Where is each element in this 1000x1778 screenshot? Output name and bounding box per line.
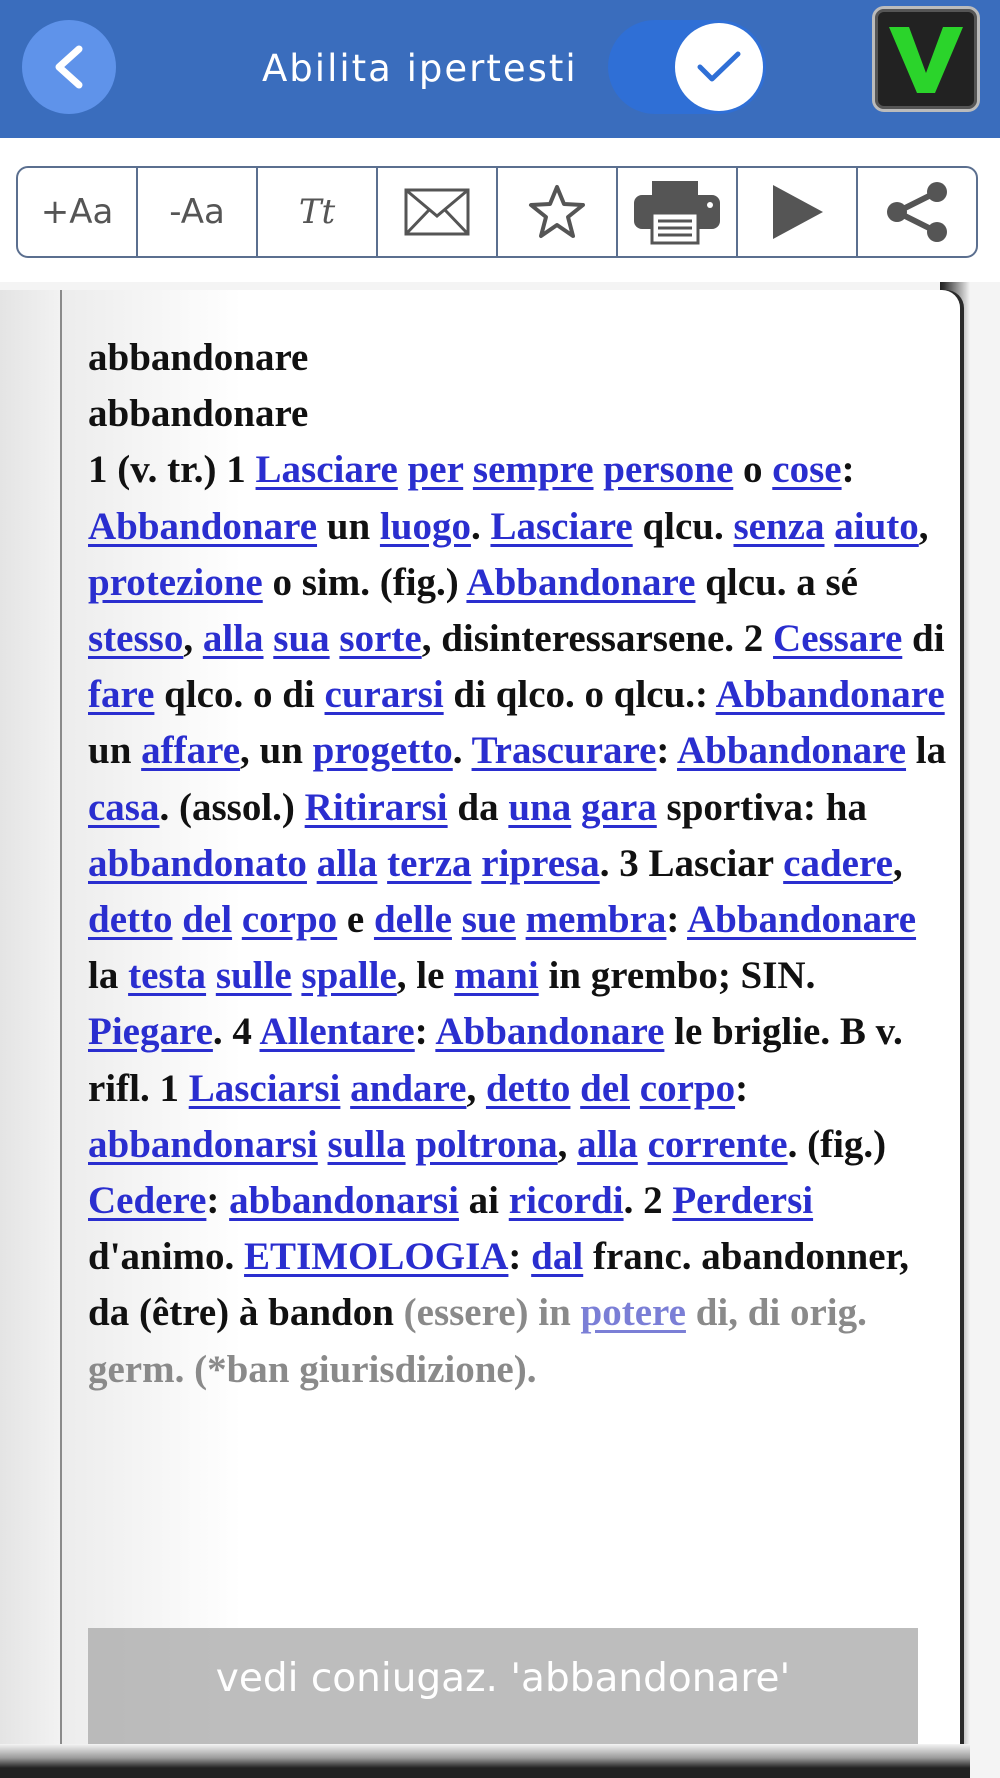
hyperlink-word[interactable]: membra [525, 898, 667, 942]
hyperlink-word[interactable]: Abbandonare [88, 504, 318, 548]
hyperlink-word[interactable]: Abbandonare [466, 560, 696, 604]
share-icon [883, 180, 951, 244]
definition-text: da [447, 785, 509, 829]
hyperlink-word[interactable]: affare [141, 729, 241, 773]
decrease-font-button[interactable]: -Aa [138, 168, 258, 256]
toolbar-area [0, 138, 1000, 282]
definition-text: , [183, 617, 203, 661]
definition-text [630, 1067, 640, 1110]
hyperlink-word[interactable]: Lasciare [490, 504, 633, 548]
hyperlink-word[interactable]: casa [88, 785, 160, 829]
email-button[interactable] [378, 168, 498, 256]
definition-text: (essere) in [403, 1291, 581, 1335]
hyperlink-word[interactable]: del [580, 1066, 631, 1110]
definition-text: . 4 [212, 1010, 260, 1054]
hyperlink-word[interactable]: andare [350, 1066, 467, 1110]
definition-text: e [337, 898, 374, 942]
conjugation-link[interactable] [88, 1628, 918, 1744]
definition-text: . (fig.) [787, 1122, 887, 1166]
hyperlink-word[interactable]: alla [316, 841, 378, 885]
definition-text [172, 898, 182, 941]
hyperlink-word[interactable]: delle [373, 898, 452, 942]
toggle-knob [675, 23, 763, 111]
definition-text: o sim. (fig.) [262, 560, 467, 604]
definition-text: qlcu. [632, 504, 734, 548]
definition-text [516, 898, 526, 941]
definition-text: o [733, 448, 773, 492]
definition-text: , [466, 1066, 486, 1110]
entry-headword: abbandonare [88, 336, 309, 379]
page-bottom-edge [0, 1744, 970, 1778]
conjugation-link-text: vedi coniugaz. 'abbandonare' [215, 1656, 791, 1701]
definition-text: (*ban giurisdizione). [194, 1347, 537, 1391]
printer-icon [632, 179, 722, 245]
hyperlink-word[interactable]: Ritirarsi [304, 785, 448, 829]
definition-text: le [664, 1010, 713, 1054]
hyperlink-word[interactable]: persone [603, 448, 734, 492]
definition-text: : [735, 1066, 749, 1110]
hyperlink-word[interactable]: per [407, 448, 464, 492]
toolbar [16, 166, 978, 258]
hyperlink-word[interactable]: curarsi [324, 673, 444, 717]
hyperlink-word[interactable]: progetto [312, 729, 453, 773]
dictionary-page[interactable] [62, 290, 960, 1744]
hyperlink-word[interactable]: aiuto [834, 504, 919, 548]
hyperlink-word[interactable]: sulle [215, 954, 292, 998]
hyperlink-word[interactable]: sua [273, 617, 330, 661]
hyperlink-word[interactable]: alla [202, 617, 264, 661]
hyperlink-word[interactable]: sue [461, 898, 516, 942]
hyperlink-word[interactable]: corpo [241, 898, 338, 942]
definition-text [472, 842, 482, 885]
definition-text: , un [240, 729, 313, 773]
definition-text [463, 448, 473, 491]
definition-text: . 3 [599, 841, 649, 885]
definition-text [570, 1067, 580, 1110]
hyperlink-word[interactable]: mani [454, 954, 539, 998]
hyperlink-word[interactable]: Abbandonare [715, 673, 945, 717]
definition-text [307, 842, 317, 885]
app-logo-button[interactable] [872, 6, 980, 112]
print-button[interactable] [618, 168, 738, 256]
share-button[interactable] [858, 168, 976, 256]
definition-text [406, 1123, 416, 1166]
definition-text: , [918, 504, 929, 548]
definition-text: . [159, 785, 179, 829]
hyperlink-word[interactable]: dal [531, 1235, 584, 1279]
definition-text: la [88, 954, 129, 998]
hypertext-toggle-label: Abilita ipertesti [262, 47, 578, 90]
hyperlink-word[interactable]: del [182, 898, 233, 942]
definition-text: : [666, 898, 688, 942]
hyperlink-word[interactable]: Allentare [259, 1010, 415, 1054]
hyperlink-word[interactable]: Perdersi [672, 1179, 814, 1223]
definition-text: un [88, 729, 142, 773]
hyperlink-word[interactable]: Abbandonare [677, 729, 907, 773]
dictionary-entry [88, 330, 948, 1398]
top-bar [0, 0, 1000, 138]
hyperlink-word[interactable]: terza [387, 841, 472, 885]
hyperlink-word[interactable]: corpo [639, 1066, 736, 1110]
hyperlink-word[interactable]: una [508, 785, 572, 829]
hyperlink-word[interactable]: ricordi [508, 1179, 624, 1223]
hyperlink-word[interactable]: Abbandonare [687, 898, 917, 942]
hyperlink-word[interactable]: ETIMOLOGIA [244, 1235, 509, 1279]
hyperlink-word[interactable]: abbandonato [88, 841, 307, 885]
definition-text: sportiva: [656, 785, 826, 829]
hyperlink-word[interactable]: Trascurare [471, 729, 657, 773]
definition-text [292, 954, 302, 997]
hyperlink-word[interactable]: cose [772, 448, 842, 492]
definition-text: di [902, 617, 945, 661]
font-style-button[interactable] [258, 168, 378, 256]
definition-text: ai [458, 1179, 509, 1223]
hyperlink-word[interactable]: fare [88, 673, 155, 717]
hyperlink-word[interactable]: Cessare [773, 617, 903, 661]
definition-text: : [206, 1179, 230, 1223]
definition-text: Lasciar [648, 841, 784, 885]
definition-text: , [557, 1122, 578, 1166]
back-button[interactable] [22, 20, 116, 114]
hyperlink-word[interactable]: corrente [647, 1122, 788, 1166]
hyperlink-word[interactable]: cadere [783, 841, 893, 885]
hyperlink-word[interactable]: abbandonarsi [88, 1122, 318, 1166]
definition-text: : [414, 1010, 436, 1054]
definition-text: , [892, 841, 903, 885]
definition-text: : [508, 1235, 532, 1279]
definition-text: briglie. B v. rifl. 1 [88, 1010, 903, 1110]
definition-text: qlcu. a sé [695, 560, 858, 604]
definition-text [206, 954, 216, 997]
definition-text: 1 (v. tr.) 1 [88, 448, 256, 492]
checkmark-icon [696, 49, 742, 85]
hyperlink-word[interactable]: protezione [88, 560, 263, 604]
definition-text [340, 1067, 350, 1110]
increase-font-button[interactable]: +Aa [18, 168, 138, 256]
hyperlink-word[interactable]: detto [485, 1066, 571, 1110]
hyperlink-word[interactable]: detto [88, 898, 173, 942]
hyperlink-word[interactable]: stesso [88, 617, 184, 661]
definition-text: ha [825, 785, 867, 829]
play-icon [769, 183, 825, 241]
v-logo-icon [883, 19, 969, 99]
definition-text [330, 617, 340, 660]
definition-text: d'animo. [88, 1235, 245, 1279]
definition-text: di qlco. o qlcu.: [443, 673, 716, 717]
hyperlink-word[interactable]: spalle [301, 954, 397, 998]
entry-headword-repeat: abbandonare [88, 392, 309, 436]
chevron-left-icon [49, 43, 89, 91]
previous-page-edge[interactable] [0, 290, 62, 1768]
hyperlink-word[interactable]: Cedere [88, 1179, 207, 1223]
definition-text [638, 1123, 648, 1166]
definition-text: : [841, 448, 855, 492]
definition-text [232, 898, 242, 941]
hyperlink-word[interactable]: poltrona [415, 1122, 558, 1166]
hyperlink-word[interactable]: Lasciarsi [188, 1066, 341, 1110]
hyperlink-word[interactable]: abbandonarsi [229, 1179, 459, 1223]
hyperlink-word[interactable]: alla [577, 1122, 638, 1166]
hyperlink-word[interactable]: potere [580, 1291, 686, 1335]
mail-icon [404, 188, 470, 236]
definition-text: . [452, 729, 472, 773]
definition-text: in grembo; SIN. [538, 954, 816, 998]
definition-text: la [906, 729, 947, 773]
star-icon [528, 184, 586, 240]
book-view [0, 282, 1000, 1778]
hyperlink-word[interactable]: Abbandonare [435, 1010, 665, 1054]
hyperlink-word[interactable]: testa [128, 954, 207, 998]
definition-text [377, 842, 387, 885]
hyperlink-word[interactable]: Lasciare [255, 448, 398, 492]
hyperlink-word[interactable]: sulla [327, 1122, 406, 1166]
definition-text [571, 786, 581, 829]
hyperlink-word[interactable]: sorte [339, 617, 422, 661]
definition-text: franc. [583, 1235, 702, 1279]
hyperlink-word[interactable]: sempre [472, 448, 594, 492]
hypertext-toggle[interactable] [608, 20, 766, 114]
hyperlink-word[interactable]: ripresa [481, 841, 600, 885]
definition-text: qlco. o di [154, 673, 325, 717]
font-style-label: Tt [298, 192, 336, 232]
definition-text [318, 1123, 328, 1166]
favorite-button[interactable] [498, 168, 618, 256]
definition-text [452, 898, 462, 941]
definition-text: abandonner, da (être) à bandon [88, 1235, 910, 1335]
definition-text [594, 448, 604, 491]
definition-text: . [470, 504, 491, 548]
definition-text [398, 448, 408, 491]
definition-text: : [656, 729, 677, 773]
entry-definition [88, 442, 948, 1397]
definition-text: un [317, 504, 380, 548]
definition-text [825, 505, 835, 548]
hyperlink-word[interactable]: Piegare [88, 1010, 213, 1054]
definition-text: disinteressarsene. 2 [441, 617, 774, 661]
definition-text: di, di orig. germ. [88, 1291, 867, 1391]
hyperlink-word[interactable]: luogo [379, 504, 471, 548]
definition-text: (assol.) [179, 785, 305, 829]
play-audio-button[interactable] [738, 168, 858, 256]
definition-text [264, 617, 274, 660]
definition-text: , le [396, 954, 455, 998]
definition-text: . 2 [623, 1179, 673, 1223]
definition-text: , [421, 617, 442, 661]
hyperlink-word[interactable]: senza [733, 504, 825, 548]
hyperlink-word[interactable]: gara [580, 785, 657, 829]
